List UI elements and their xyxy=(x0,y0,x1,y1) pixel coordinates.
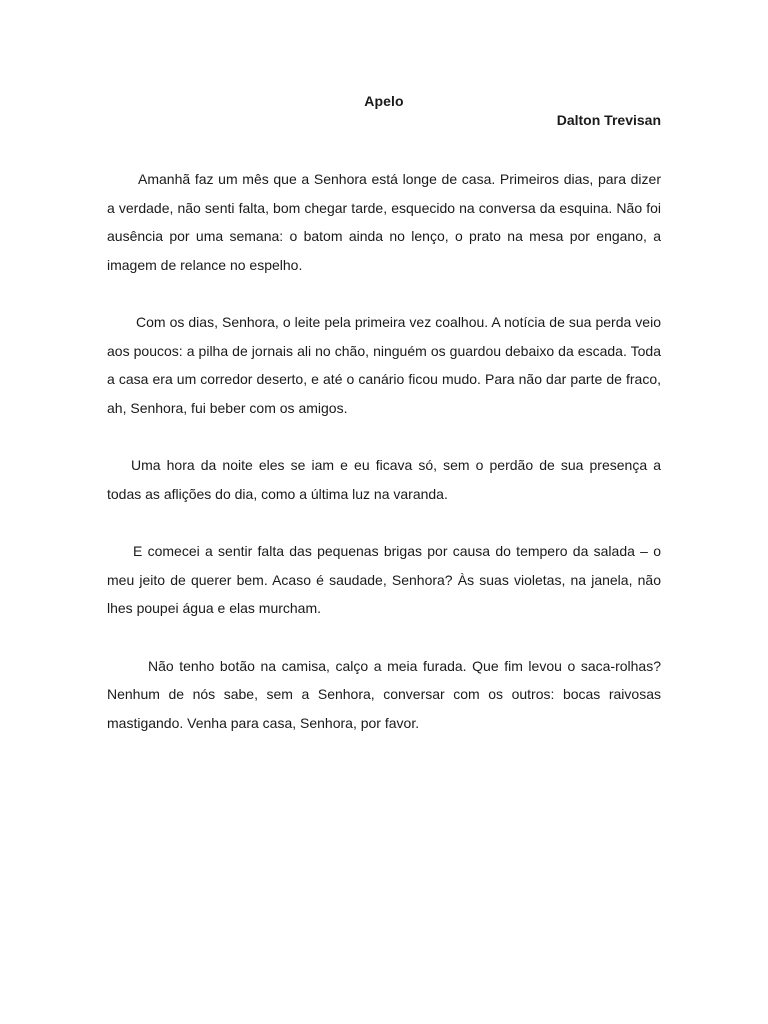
paragraph-1: Amanhã faz um mês que a Senhora está longe de casa. Primeiros dias, para dizer a verdade, não senti falta, bom chegar tarde, esquecido na conversa da esquina. Não foi ausência por uma semana: o batom ainda no lenço, o prato na mesa por engano, a imagem de relance no espelho. xyxy=(107,171,661,273)
author-name: Dalton Trevisan xyxy=(556,112,661,128)
paragraph-2: Com os dias, Senhora, o leite pela primeira vez coalhou. A notícia de sua perda veio aos poucos: a pilha de jornais ali no chão, ninguém os guardou debaixo da escada. Toda a casa era um corredor deserto, e até o canário ficou mudo. Para não dar parte de fraco, ah, Senhora, fui beber com os amigos. xyxy=(107,314,661,416)
paragraph-5: Não tenho botão na camisa, calço a meia furada. Que fim levou o saca-rolhas? Nenhum de nós sabe, sem a Senhora, conversar com os outros: bocas raivosas mastigando. Venha para casa, Senhora, por favor. xyxy=(107,657,661,731)
document-title: Apelo xyxy=(364,93,404,109)
paragraph-4: E comecei a sentir falta das pequenas brigas por causa do tempero da salada – o meu jeito de querer bem. Acaso é saudade, Senhora? Às suas violetas, na janela, não lhes poupei água e elas murcham. xyxy=(107,543,661,616)
document-body xyxy=(107,165,661,766)
paragraph-3: Uma hora da noite eles se iam e eu ficava só, sem o perdão de sua presença a todas as aflições do dia, como a última luz na varanda. xyxy=(107,457,661,502)
